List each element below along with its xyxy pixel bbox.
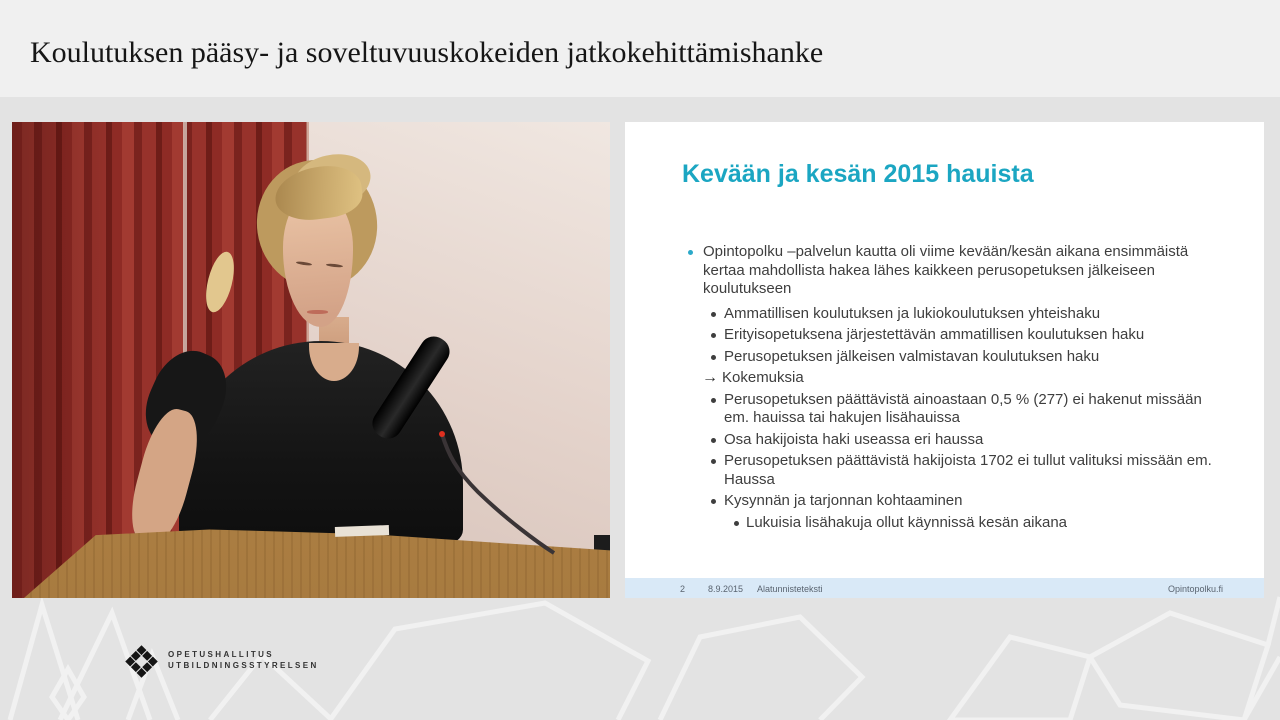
slide-page-number: 2 — [680, 584, 686, 594]
bullet-icon — [711, 438, 716, 443]
bullet-text: Ammatillisen koulutuksen ja lukiokoulutuksen yhteishaku — [724, 304, 1101, 322]
bullet-text: Erityisopetuksena järjestettävän ammatillisen koulutuksen haku — [724, 326, 1145, 343]
bullet-item — [686, 243, 1219, 299]
slide-date: 8.9.2015 — [708, 584, 744, 594]
bullet-text: Lukuisia lisähakuja ollut käynnissä kesän aikana — [746, 513, 1068, 531]
bullet-text: Opintopolku –palvelun kautta oli viime kevään/kesän aikana ensimmäistä kertaa mahdollista hakea lähes kaikkeen perusopetuksen jälkeiseen koulutukseen — [703, 243, 1189, 297]
bullet-item — [686, 514, 1219, 533]
bullet-item — [686, 492, 1219, 511]
bullet-text: Kysynnän ja tarjonnan kohtaaminen — [724, 492, 963, 509]
microphone-stand — [12, 122, 610, 598]
bullet-icon — [711, 499, 716, 504]
bullet-text: Perusopetuksen päättävistä ainoastaan 0,5 % (277) ei hakenut missään em. hauissa tai hakujen lisähauissa — [724, 390, 1202, 426]
bullet-icon — [711, 312, 716, 317]
bullet-icon — [734, 521, 739, 526]
bullet-item — [686, 391, 1219, 428]
slide-footer — [625, 578, 1264, 598]
bullet-item — [686, 326, 1219, 345]
bullet-list — [686, 243, 1219, 535]
bullet-icon — [688, 250, 693, 255]
logo-line-2: UTBILDNINGSSTYRELSEN — [168, 661, 319, 670]
bullet-text: Osa hakijoista haki useassa eri haussa — [724, 430, 984, 448]
bullet-item — [686, 305, 1219, 324]
bullet-icon — [711, 459, 716, 464]
slide-panel — [625, 122, 1264, 598]
bullet-icon — [711, 398, 716, 403]
page-title: Koulutuksen pääsy- ja soveltuvuuskokeiden jatkokehittämishanke — [30, 36, 824, 69]
slide-site-label: Opintopolku.fi — [1167, 584, 1223, 594]
slide-title: Kevään ja kesän 2015 hauista — [682, 160, 1034, 188]
bullet-icon — [711, 333, 716, 338]
bullet-text: Kokemuksia — [722, 369, 804, 386]
header-bar — [0, 0, 1280, 97]
bullet-item — [686, 348, 1219, 367]
bullet-item — [686, 369, 1219, 388]
arrow-right-icon — [702, 369, 718, 388]
bullet-item — [686, 452, 1219, 489]
bullet-text: Perusopetuksen päättävistä hakijoista 1702 ei tullut valituksi missään em. Haussa — [724, 452, 1212, 488]
video-frame — [12, 122, 610, 598]
logo-line-1: OPETUSHALLITUS — [168, 650, 275, 659]
slide-footer-text: Alatunnisteteksti — [757, 584, 823, 594]
bullet-text: Perusopetuksen jälkeisen valmistavan koulutuksen haku — [724, 347, 1100, 365]
logo-text — [168, 649, 319, 671]
diamond-grid — [125, 645, 158, 678]
bullet-icon — [711, 355, 716, 360]
oph-diamond-logo-icon — [125, 645, 158, 678]
bullet-item — [686, 431, 1219, 450]
mic-led — [439, 431, 445, 437]
